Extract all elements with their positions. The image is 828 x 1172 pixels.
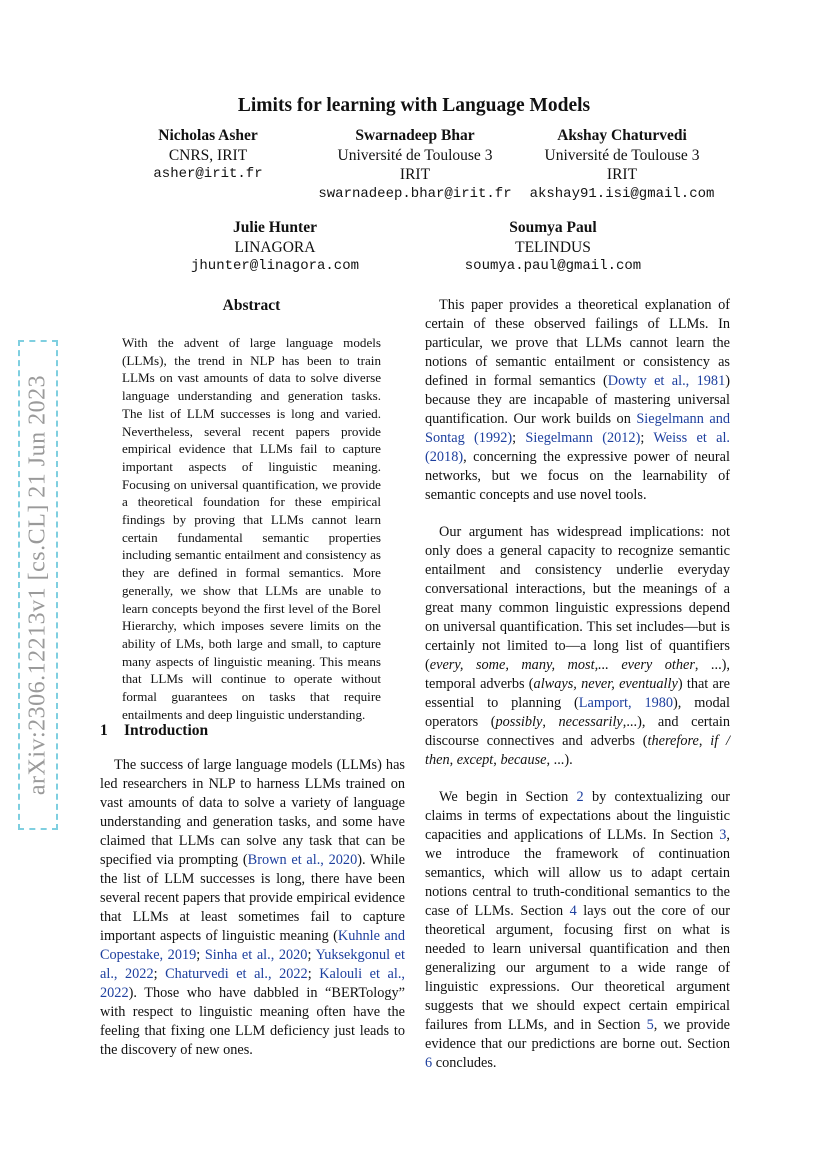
- author-block-1: [134, 126, 282, 185]
- italic-text: except: [456, 752, 494, 768]
- body-text: Our argument has widespread implications: not only does a general capacity to recognize semantic entailment and consistency underlie everyday conversational interactions, but the meanings of a great many common linguistic expressions depend on universal quantification. This set includes—but is certainly not limited to—a long list of quantifiers (: [425, 524, 730, 673]
- citation-link[interactable]: 3: [719, 827, 727, 843]
- citation-link[interactable]: 6: [425, 1055, 433, 1071]
- citation-link[interactable]: Kalouli et al., 2022: [100, 966, 405, 1001]
- italic-text: every, some, many, most,... every other: [429, 657, 695, 673]
- author-affiliation: TELINDUS: [515, 238, 591, 256]
- body-text: ;: [640, 430, 654, 446]
- citation-link[interactable]: 5: [646, 1017, 654, 1033]
- arxiv-identifier-stamp: [18, 340, 58, 830]
- author-affiliation: CNRS, IRIT: [168, 146, 248, 164]
- section-heading-introduction: [100, 722, 208, 740]
- citation-link[interactable]: Siegelmann (2012): [525, 430, 641, 446]
- italic-text: always, never, eventually: [533, 676, 678, 692]
- citation-link[interactable]: 2: [576, 789, 584, 805]
- author-affiliation: Université de Toulouse 3: [337, 146, 493, 164]
- author-email[interactable]: soumya.paul@gmail.com: [464, 258, 642, 274]
- citation-link[interactable]: Kuhnle and Copestake, 2019: [100, 928, 405, 963]
- body-text: ,: [449, 752, 457, 768]
- body-text: This paper provides a theoretical explanation of certain of these observed failings of LLMs. In particular, we prove that LLMs cannot learn the notions of semantic entailment or consistency as defined in formal semantics (: [425, 297, 730, 389]
- citation-link[interactable]: Brown et al., 2020: [247, 852, 358, 868]
- author-block-5: [450, 218, 656, 277]
- body-text: ;: [153, 966, 166, 982]
- body-text: We begin in Section: [439, 789, 577, 805]
- italic-text: because: [500, 752, 547, 768]
- body-text: , ...), temporal adverbs (: [425, 657, 730, 692]
- author-affiliation: Université de Toulouse 3: [544, 146, 700, 164]
- body-text: ;: [196, 947, 205, 963]
- body-text: ), modal operators (: [425, 695, 730, 730]
- italic-text: necessarily: [558, 714, 623, 730]
- author-block-3: [522, 126, 722, 204]
- citation-link[interactable]: Chaturvedi et al., 2022: [165, 966, 308, 982]
- citation-link[interactable]: Dowty et al., 1981: [607, 373, 726, 389]
- body-text: ;: [512, 430, 526, 446]
- citation-link[interactable]: Lamport, 1980: [578, 695, 674, 711]
- intro-paragraph-3: [425, 523, 730, 770]
- author-affiliation: LINAGORA: [234, 238, 316, 256]
- body-text: , ...).: [546, 752, 573, 768]
- author-name: Nicholas Asher: [158, 127, 258, 144]
- intro-paragraph-2: [425, 296, 730, 505]
- author-block-4: [180, 218, 370, 277]
- author-block-2: [310, 126, 520, 204]
- body-text: , concerning the expressive power of neural networks, but we focus on the learnability of semantic concepts and use novel tools.: [425, 449, 730, 503]
- body-text: ,: [493, 752, 501, 768]
- section-title: Introduction: [124, 722, 209, 739]
- right-column: [425, 296, 730, 1073]
- citation-link[interactable]: 4: [569, 903, 577, 919]
- italic-text: possibly: [495, 714, 543, 730]
- body-text: ). While the list of LLM successes is long, there have been several recent papers that provide empirical evidence that LLMs at least sometimes fail to capture important aspects of linguistic meaning (: [100, 852, 405, 944]
- body-text: ;: [307, 966, 320, 982]
- body-text: ,...), and certain discourse connectives and adverbs (: [425, 714, 730, 749]
- author-affiliation-secondary: IRIT: [399, 166, 431, 183]
- citation-link[interactable]: Yuksekgonul et al., 2022: [100, 947, 405, 982]
- intro-paragraph-4: [425, 788, 730, 1073]
- italic-text: if / then: [425, 733, 730, 768]
- section-number: 1: [100, 722, 108, 739]
- author-email[interactable]: akshay91.isi@gmail.com: [529, 185, 715, 202]
- arxiv-identifier-text: arXiv:2306.12213v1 [cs.CL] 21 Jun 2023: [24, 374, 51, 796]
- body-text: , we provide evidence that our predictions are borne out. Section: [425, 1017, 730, 1052]
- author-email[interactable]: swarnadeep.bhar@irit.fr: [318, 185, 512, 202]
- italic-text: therefore: [647, 733, 699, 749]
- body-text: ,: [542, 714, 559, 730]
- author-name: Julie Hunter: [233, 219, 317, 236]
- body-text: The success of large language models (LLMs) has led researchers in NLP to harness LLMs trained on vast amounts of data to solve a variety of language understanding and generation tasks, and some have claimed that LLMs can solve any task that can be specified via prompting (: [100, 757, 405, 868]
- author-email[interactable]: jhunter@linagora.com: [190, 258, 360, 274]
- author-name: Soumya Paul: [509, 219, 597, 236]
- body-text: , we introduce the framework of continuation semantics, which will allow us to adapt certain notions central to truth-conditional semantics to the case of LLMs. Section: [425, 827, 730, 919]
- paper-title: Limits for learning with Language Models: [237, 95, 591, 116]
- body-text: ). Those who have dabbled in “BERTology” with respect to linguistic meaning often have the feeling that fixing one LLM deficiency just leads to the discovery of new ones.: [100, 985, 405, 1058]
- left-column: [100, 756, 405, 1060]
- author-name: Swarnadeep Bhar: [355, 127, 475, 144]
- body-text: ) because they are incapable of mastering universal quantification. Our work builds on: [425, 373, 730, 427]
- author-name: Akshay Chaturvedi: [557, 127, 687, 144]
- author-affiliation-secondary: IRIT: [606, 166, 638, 183]
- abstract-text: With the advent of large language models (LLMs), the trend in NLP has been to train LLMs on vast amounts of data to solve diverse language understanding and generation tasks. The list of LLM successes is long and varied. Nevertheless, several recent papers provide empirical evidence that LLMs fail to capture important aspects of linguistic meaning. Focusing on universal quantification, we provide a theoretical foundation for these empirical findings by proving that LLMs cannot learn certain fundamental semantic properties including semantic entailment and consistency as they are defined in formal semantics. More generally, we show that LLMs are unable to learn concepts beyond the first level of the Borel Hierarchy, which imposes severe limits on the ability of LMs, both large and small, to capture many aspects of linguistic meaning. This means that LLMs will continue to operate without formal guarantees on tasks that require entailments and deep linguistic understanding.: [122, 335, 381, 722]
- author-email[interactable]: asher@irit.fr: [153, 166, 263, 182]
- body-text: ;: [307, 947, 316, 963]
- citation-link[interactable]: Sinha et al., 2020: [204, 947, 308, 963]
- body-text: concludes.: [432, 1055, 497, 1071]
- body-text: lays out the core of our theoretical argument, focusing first on what is needed to learn universal quantification and then generalizing our argument to a wide range of linguistic expressions. Our theoretical argument suggests that we should expect certain empirical failures from LLMs, and in Section: [425, 903, 731, 1033]
- citation-link[interactable]: Siegelmann and Sontag (1992): [425, 411, 731, 446]
- citation-link[interactable]: Weiss et al. (2018): [425, 430, 730, 465]
- body-text: ) that are essential to planning (: [425, 676, 730, 711]
- body-text: ,: [698, 733, 711, 749]
- body-text: by contextualizing our claims in terms of expectations about the linguistic capacities and applications of LLMs. In Section: [425, 789, 730, 843]
- intro-paragraph-1: [100, 756, 405, 1060]
- abstract-heading: Abstract: [222, 297, 281, 314]
